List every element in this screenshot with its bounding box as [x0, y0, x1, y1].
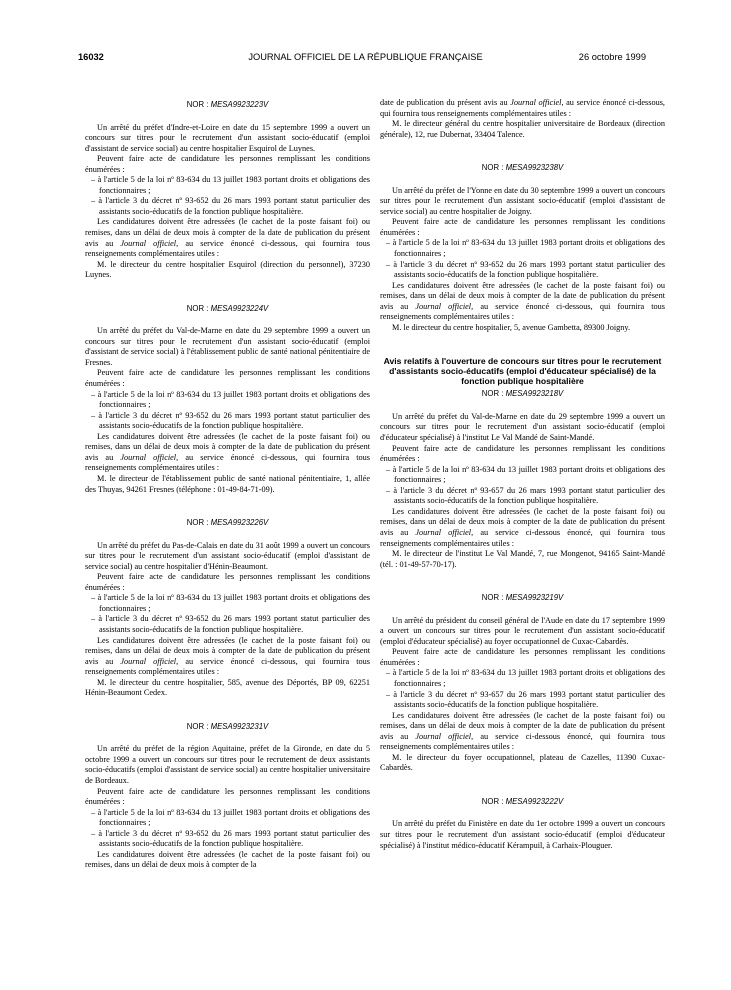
- notice-candidatures-continued: date de publication du présent avis au Journal officiel, au service énoncé ci-dessous, qui fournira tous renseignements complémentaires utiles :: [380, 98, 665, 118]
- notice-finistere: [380, 797, 665, 851]
- condition-item: – à l'article 3 du décret nº 93-652 du 26 mars 1993 portant statut particulier des assistants socio-éducatifs de la fonction publique hospitalière.: [91, 828, 370, 849]
- issue-date: 26 octobre 1999: [578, 52, 646, 62]
- notice-candidatures: Les candidatures doivent être adressées (le cachet de la poste faisant foi) ou remises, dans un délai de deux mois à compter de la date de publication du présent avis au Journal officiel, au service énoncé ci-dessous, qui fournira tous renseignements complémentaires utiles :: [85, 431, 371, 473]
- journal-name: Journal officiel: [120, 452, 177, 462]
- notice-pas-de-calais: [85, 518, 370, 699]
- right-column: [380, 98, 665, 851]
- notice-contact: M. le directeur du centre hospitalier, 5, avenue Gambetta, 89300 Joigny.: [392, 322, 631, 332]
- notice-conditions: Peuvent faire acte de candidature les personnes remplissant les conditions énumérées :: [85, 572, 370, 592]
- notice-conditions: Peuvent faire acte de candidature les personnes remplissant les conditions énumérées :: [380, 647, 665, 667]
- notice-candidatures: Les candidatures doivent être adressées (le cachet de la poste faisant foi) ou remises, dans un délai de deux mois à compter de la date de publication du présent avis au Journal officiel, au service énoncé ci-dessous, qui fournira tous renseignements complémentaires utiles :: [380, 280, 666, 322]
- nor-code: MESA9923218V: [505, 389, 564, 399]
- notice-candidatures: Les candidatures doivent être adressées (le cachet de la poste faisant foi) ou remises, dans un délai de deux mois à compter de la date de publication du présent avis au Journal officiel, au service énoncé ci-dessous, qui fournira tous renseignements complémentaires utiles :: [85, 635, 371, 677]
- notice-candidatures: Les candidatures doivent être adressées (le cachet de la poste faisant foi) ou remises, dans un délai de deux mois à compter de la date de publication du présent avis au Journal officiel, au service énoncé ci-dessous, qui fournira tous renseignements complémentaires utiles :: [85, 217, 371, 259]
- notice-intro: Un arrêté du préfet de l'Yonne en date du 30 septembre 1999 a ouvert un concours sur titres pour le recrutement d'un assistant socio-éducatif (emploi d'assistant de service social) au centre hospitalier de Joigny.: [380, 185, 665, 216]
- condition-item: – à l'article 5 de la loi nº 83-634 du 13 juillet 1983 portant droits et obligations des fonctionnaires ;: [386, 668, 665, 688]
- nor-code: MESA9923222V: [505, 796, 564, 806]
- journal-name: Journal officiel: [120, 656, 177, 666]
- notice-aude: [380, 593, 665, 774]
- notice-conditions: Peuvent faire acte de candidature les personnes remplissant les conditions énumérées :: [85, 368, 370, 389]
- page-number: 16032: [78, 52, 104, 62]
- nor-code: MESA9923238V: [505, 163, 564, 173]
- nor-reference: [85, 100, 370, 111]
- notice-gironde-continued: [380, 98, 665, 140]
- condition-item: – à l'article 5 de la loi nº 83-634 du 13 juillet 1983 portant droits et obligations des fonctionnaires ;: [386, 464, 665, 485]
- nor-reference: [380, 593, 665, 604]
- nor-reference: [85, 518, 370, 529]
- notice-conditions: Peuvent faire acte de candidature les personnes remplissant les conditions énumérées :: [380, 217, 665, 237]
- notice-contact: M. le directeur du centre hospitalier, 585, avenue des Déportés, BP 09, 62251 Hénin-Beaumont Cedex.: [85, 677, 370, 698]
- notice-intro: Un arrêté du président du conseil général de l'Aude en date du 17 septembre 1999 a ouvert un concours sur titres pour le recrutement d'un assistant socio-éducatif (emploi d'éducateur spécialisé) au foyer occupationnel de Cuxac-Cabardès.: [380, 615, 665, 646]
- condition-item: – à l'article 3 du décret nº 93-652 du 26 mars 1993 portant statut particulier des assistants socio-éducatifs de la fonction publique hospitalière.: [91, 410, 370, 431]
- notice-intro: Un arrêté du préfet du Val-de-Marne en date du 29 septembre 1999 a ouvert un concours sur titres pour le recrutement d'un assistant socio-éducatif (emploi d'assistant de service social) à l'établissement public de santé national pénitentiaire de Fresnes.: [85, 326, 370, 367]
- nor-label: NOR :: [481, 593, 504, 603]
- notice-yonne: [380, 163, 665, 333]
- condition-item: – à l'article 3 du décret nº 93-652 du 26 mars 1993 portant statut particulier des assistants socio-éducatifs de la fonction publique hospitalière.: [91, 614, 370, 634]
- journal-name: Journal officiel: [415, 301, 472, 311]
- nor-reference: [380, 797, 665, 808]
- notice-contact: M. le directeur du centre hospitalier Esquirol (direction du personnel), 37230 Luynes.: [85, 259, 370, 280]
- notice-candidatures: Les candidatures doivent être adressées (le cachet de la poste faisant foi) ou remises, dans un délai de deux mois à compter de la: [85, 849, 370, 870]
- nor-label: NOR :: [186, 518, 209, 528]
- condition-item: – à l'article 3 du décret nº 93-652 du 26 mars 1993 portant statut particulier des assistants socio-éducatifs de la fonction publique hospitalière.: [386, 259, 665, 280]
- journal-name: Journal officiel: [120, 238, 177, 248]
- notice-conditions: Peuvent faire acte de candidature les personnes remplissant les conditions énumérées :: [380, 443, 665, 464]
- nor-label: NOR :: [481, 796, 504, 806]
- notice-contact: M. le directeur de l'institut Le Val Mandé, 7, rue Mongenot, 94165 Saint-Mandé (tél. : 01-49-57-70-17).: [380, 549, 665, 569]
- nor-code: MESA9923226V: [210, 518, 269, 528]
- nor-code: MESA9923224V: [210, 303, 269, 313]
- notice-gironde: [85, 722, 370, 871]
- journal-name: Journal officiel: [510, 98, 562, 107]
- notice-intro: Un arrêté du préfet du Pas-de-Calais en date du 31 août 1999 a ouvert un concours sur titres pour le recrutement d'un assistant socio-éducatif (emploi d'assistant de service social) au centre hospitalier d'Hénin-Beaumont.: [85, 540, 370, 571]
- journal-name: Journal officiel: [415, 527, 472, 537]
- notice-contact: M. le directeur du foyer occupationnel, plateau de Cazelles, 11390 Cuxac-Cabardès.: [380, 752, 665, 773]
- condition-item: – à l'article 5 de la loi nº 83-634 du 13 juillet 1983 portant droits et obligations des fonctionnaires ;: [386, 238, 665, 259]
- notice-conditions: Peuvent faire acte de candidature les personnes remplissant les conditions énumérées :: [85, 786, 370, 807]
- notice-contact: M. le directeur de l'établissement public de santé national pénitentiaire, 1, allée des Thuyas, 94261 Fresnes (téléphone : 01-49-84-71-09).: [85, 473, 370, 494]
- nor-label: NOR :: [481, 389, 504, 399]
- journal-name: Journal officiel: [415, 731, 472, 741]
- nor-label: NOR :: [186, 303, 209, 313]
- nor-code: MESA9923231V: [210, 721, 269, 731]
- nor-reference: [85, 722, 370, 733]
- condition-item: – à l'article 3 du décret nº 93-652 du 26 mars 1993 portant statut particulier des assistants socio-éducatifs de la fonction publique hospitalière.: [91, 196, 370, 216]
- condition-item: – à l'article 3 du décret nº 93-657 du 26 mars 1993 portant statut particulier des assistants socio-éducatifs de la fonction publique hospitalière.: [386, 485, 665, 506]
- nor-code: MESA9923219V: [505, 593, 564, 603]
- nor-reference: [85, 304, 370, 315]
- notice-intro: Un arrêté du préfet du Val-de-Marne en date du 29 septembre 1999 a ouvert un concours sur titres pour le recrutement d'un assistant socio-éducatif (emploi d'éducateur spécialisé) à l'institut Le Val Mandé de Saint-Mandé.: [380, 411, 665, 443]
- journal-title: JOURNAL OFFICIEL DE LA RÉPUBLIQUE FRANÇAISE: [248, 52, 483, 62]
- section-title: Avis relatifs à l'ouverture de concours sur titres pour le recrutement d'assistants socio-éducatifs (emploi d'éducateur spécialisé) de la fonction publique hospitalière: [383, 356, 662, 387]
- condition-item: – à l'article 5 de la loi nº 83-634 du 13 juillet 1983 portant droits et obligations des fonctionnaires ;: [91, 175, 370, 195]
- notice-intro: Un arrêté du préfet du Finistère en date du 1er octobre 1999 a ouvert un concours sur titres pour le recrutement d'un assistant socio-éducatif (emploi d'éducateur spécialisé) à l'institut médico-éducatif Kérampuil, à Carhaix-Plouguer.: [380, 819, 665, 850]
- notice-saint-mande: [380, 389, 665, 570]
- notice-contact: M. le directeur général du centre hospitalier universitaire de Bordeaux (direction générale), 12, rue Dubernat, 33404 Talence.: [380, 119, 665, 139]
- notice-candidatures: Les candidatures doivent être adressées (le cachet de la poste faisant foi) ou remises, dans un délai de deux mois à compter de la date de publication du présent avis au Journal officiel, au service ci-dessous énoncé, qui fournira tous renseignements complémentaires utiles :: [380, 710, 666, 752]
- condition-item: – à l'article 5 de la loi nº 83-634 du 13 juillet 1983 portant droits et obligations des fonctionnaires ;: [91, 593, 370, 613]
- nor-code: MESA9923223V: [210, 100, 269, 109]
- notice-candidatures: Les candidatures doivent être adressées (le cachet de la poste faisant foi) ou remises, dans un délai de deux mois à compter de la date de publication du présent avis au Journal officiel, au service ci-dessous énoncé, qui fournira tous renseignements complémentaires utiles :: [380, 506, 666, 548]
- notice-val-de-marne: [85, 304, 370, 495]
- notice-intro: Un arrêté du préfet d'Indre-et-Loire en date du 15 septembre 1999 a ouvert un concours sur titres pour le recrutement d'un assistant socio-éducatif (emploi d'assistant de service social) au centre hospitalier Esquirol de Luynes.: [85, 122, 370, 153]
- nor-label: NOR :: [186, 721, 209, 731]
- nor-reference: [380, 163, 665, 174]
- condition-item: – à l'article 5 de la loi nº 83-634 du 13 juillet 1983 portant droits et obligations des fonctionnaires ;: [91, 807, 370, 828]
- notice-indre-et-loire: [85, 100, 370, 281]
- condition-item: – à l'article 5 de la loi nº 83-634 du 13 juillet 1983 portant droits et obligations des fonctionnaires ;: [91, 389, 370, 410]
- nor-reference: [380, 389, 665, 400]
- condition-item: – à l'article 3 du décret nº 93-657 du 26 mars 1993 portant statut particulier des assistants socio-éducatifs de la fonction publique hospitalière.: [386, 689, 665, 710]
- notice-intro: Un arrêté du préfet de la région Aquitaine, préfet de la Gironde, en date du 5 octobre 1999 a ouvert un concours sur titres pour le recrutement de deux assistants socio-éducatifs (emploi d'assistant de service social) au centre hospitalier universitaire de Bordeaux.: [85, 744, 370, 785]
- left-column: [85, 100, 370, 871]
- notice-conditions: Peuvent faire acte de candidature les personnes remplissant les conditions énumérées :: [85, 154, 370, 174]
- nor-label: NOR :: [481, 163, 504, 173]
- nor-label: NOR :: [186, 100, 209, 109]
